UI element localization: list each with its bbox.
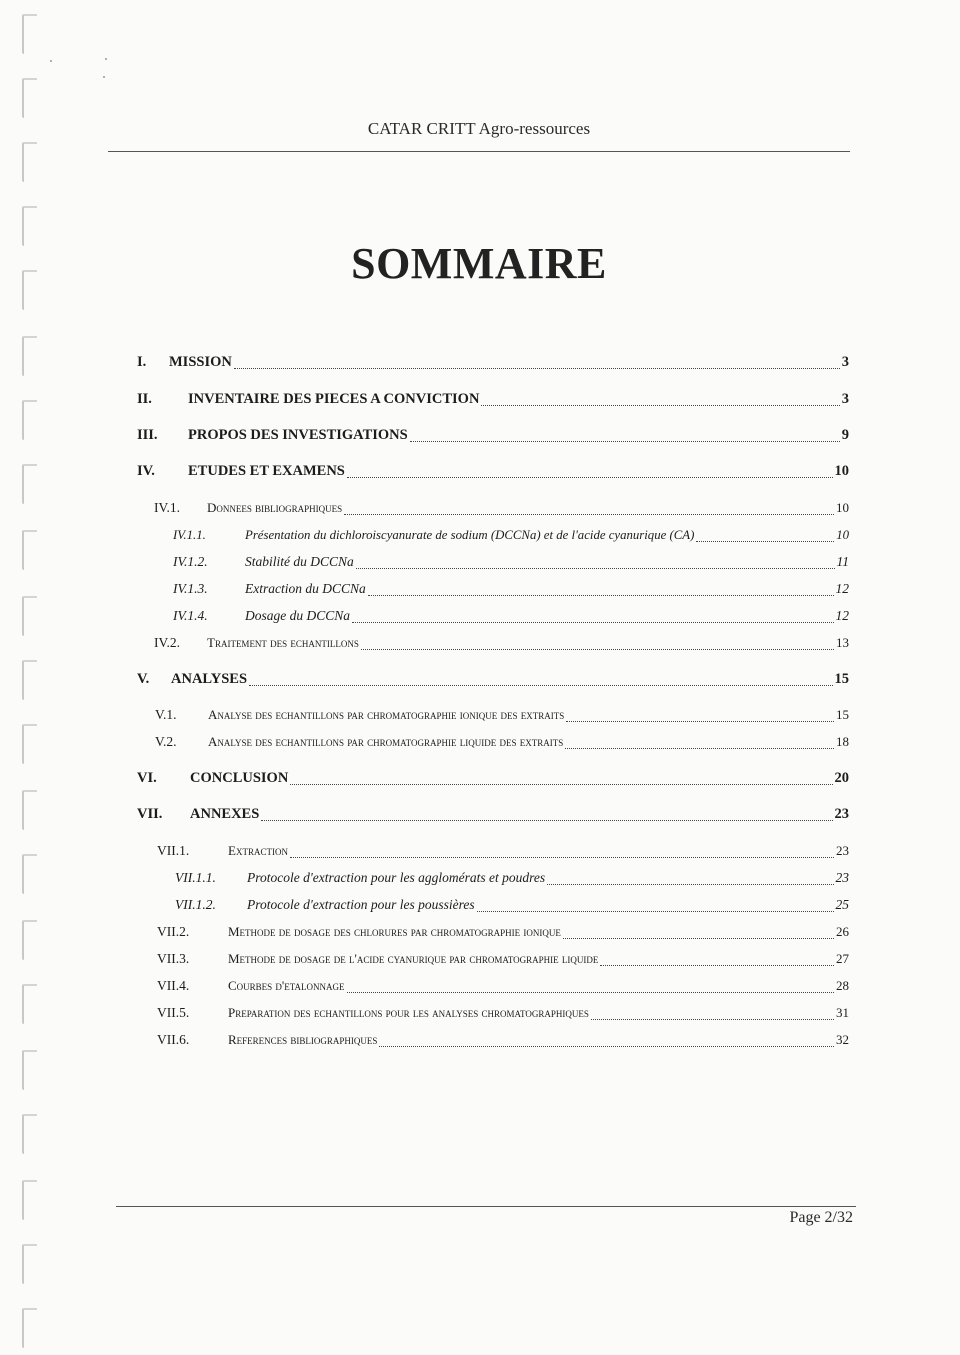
- toc-number: VII.2.: [157, 924, 190, 939]
- toc-entry-annexes[interactable]: [137, 804, 849, 824]
- toc-page: 23: [836, 843, 849, 858]
- toc-number: IV.1.: [154, 500, 181, 515]
- toc-leader: [361, 649, 834, 650]
- toc-entry-extraction-dccna[interactable]: [173, 579, 849, 599]
- toc-label: Protocole d'extraction pour les agglomérats et poudres: [247, 870, 546, 885]
- toc-entry-mission[interactable]: [137, 352, 849, 372]
- toc-entry-inventaire[interactable]: [137, 389, 849, 409]
- toc-page: 10: [836, 500, 849, 515]
- toc-label: Dosage du DCCNa: [245, 608, 351, 623]
- toc-entry-donnees[interactable]: [154, 498, 849, 518]
- toc-number: IV.1.4.: [173, 608, 208, 623]
- toc-number: VII.1.1.: [175, 870, 216, 885]
- toc-leader: [566, 721, 834, 722]
- toc-number: VII.1.: [157, 843, 190, 858]
- toc-entry-analyses[interactable]: [137, 669, 849, 689]
- toc-page: 12: [835, 608, 849, 623]
- toc-label: Methode de dosage des chlorures par chromatographie ionique: [228, 924, 561, 939]
- toc-label: Présentation du dichloroiscyanurate de sodium (DCCNa) et de l'acide cyanurique (CA): [245, 528, 695, 542]
- toc-page: 15: [834, 671, 849, 687]
- header-rule: [108, 151, 850, 152]
- toc-number: VII.6.: [157, 1032, 190, 1047]
- toc-entry-propos[interactable]: [137, 425, 849, 445]
- toc-entry-conclusion[interactable]: [137, 768, 849, 788]
- binding-edge: [22, 8, 42, 1348]
- scan-speck: [105, 58, 107, 60]
- toc-leader: [379, 1046, 834, 1047]
- toc-entry-protocole-agglomerats[interactable]: [175, 868, 849, 888]
- toc-leader: [563, 938, 834, 939]
- toc-entry-courbes[interactable]: [157, 976, 849, 996]
- toc-leader: [347, 477, 833, 478]
- toc-number: VII.3.: [157, 951, 190, 966]
- toc-entry-dosage-dccna[interactable]: [173, 606, 849, 626]
- toc-page: 27: [836, 951, 849, 966]
- toc-leader: [290, 857, 834, 858]
- toc-leader: [249, 685, 832, 686]
- toc-entry-methode-acide[interactable]: [157, 949, 849, 969]
- toc-number: IV.2.: [154, 635, 181, 650]
- toc-entry-traitement[interactable]: [154, 633, 849, 653]
- toc-entry-preparation[interactable]: [157, 1003, 849, 1023]
- page-number: Page 2/32: [789, 1209, 853, 1226]
- toc-number: VII.: [137, 806, 163, 822]
- toc-leader: [368, 595, 834, 596]
- toc-page: 10: [834, 463, 849, 479]
- toc-label: PROPOS DES INVESTIGATIONS: [188, 427, 408, 443]
- page-title: SOMMAIRE: [351, 239, 607, 288]
- toc-label: ANALYSES: [171, 671, 248, 687]
- toc-number: IV.1.3.: [173, 581, 208, 596]
- toc-label: Extraction du DCCNa: [245, 581, 366, 596]
- toc-entry-methode-chlorures[interactable]: [157, 922, 849, 942]
- toc-page: 26: [836, 924, 849, 939]
- toc-label: MISSION: [169, 354, 232, 370]
- toc-number: VI.: [137, 770, 157, 786]
- toc-number: II.: [137, 391, 152, 407]
- toc-number: VII.4.: [157, 978, 190, 993]
- toc-leader: [547, 884, 833, 885]
- toc-leader: [696, 541, 834, 542]
- toc-label: Protocole d'extraction pour les poussières: [247, 897, 475, 912]
- toc-leader: [600, 965, 834, 966]
- toc-leader: [352, 622, 833, 623]
- toc-label: Donnees bibliographiques: [207, 500, 343, 515]
- toc-entry-stabilite[interactable]: [173, 552, 849, 572]
- toc-leader: [234, 368, 840, 369]
- footer-rule: [116, 1206, 856, 1207]
- toc-number: VII.5.: [157, 1005, 190, 1020]
- toc-entry-presentation[interactable]: [173, 525, 849, 545]
- toc-page: 25: [835, 897, 849, 912]
- header-title: CATAR CRITT Agro-ressources: [367, 119, 591, 138]
- toc-number: V.: [137, 671, 150, 687]
- toc-entry-protocole-poussieres[interactable]: [175, 895, 849, 915]
- scan-speck: [50, 60, 52, 62]
- toc-entry-etudes[interactable]: [137, 461, 849, 481]
- toc-page: 10: [836, 528, 849, 542]
- toc-page: 9: [841, 427, 849, 443]
- toc-label: Traitement des echantillons: [207, 635, 359, 650]
- toc-number: IV.: [137, 463, 155, 479]
- toc-leader: [356, 568, 835, 569]
- toc-leader: [481, 405, 839, 406]
- toc-number: V.2.: [155, 734, 177, 749]
- toc-entry-extraction[interactable]: [157, 841, 849, 861]
- toc-page: 32: [836, 1032, 849, 1047]
- toc-number: IV.1.1.: [173, 528, 206, 542]
- toc-label: Courbes d'etalonnage: [228, 978, 345, 993]
- toc-page: 31: [836, 1005, 849, 1020]
- toc-number: III.: [137, 427, 158, 443]
- toc-entry-analyse-ionique[interactable]: [155, 705, 849, 725]
- toc-leader: [347, 992, 834, 993]
- toc-number: V.1.: [155, 707, 177, 722]
- toc-leader: [290, 784, 832, 785]
- toc-page: 23: [835, 870, 849, 885]
- toc-page: 11: [836, 554, 849, 569]
- toc-page: 20: [834, 770, 849, 786]
- toc-number: I.: [137, 354, 147, 370]
- toc-label: ETUDES ET EXAMENS: [188, 463, 345, 479]
- toc-leader: [591, 1019, 834, 1020]
- toc-page: 13: [836, 635, 849, 650]
- scan-speck: [103, 76, 105, 78]
- toc-label: CONCLUSION: [190, 770, 289, 786]
- toc-page: 3: [841, 354, 849, 370]
- toc-page: 3: [841, 391, 849, 407]
- toc-label: INVENTAIRE DES PIECES A CONVICTION: [188, 391, 480, 407]
- toc-number: VII.1.2.: [175, 897, 216, 912]
- toc-number: IV.1.2.: [173, 554, 208, 569]
- toc-label: Preparation des echantillons pour les analyses chromatographiques: [228, 1005, 589, 1020]
- toc-label: ANNEXES: [190, 806, 260, 822]
- toc-page: 15: [836, 707, 849, 722]
- toc-page: 18: [836, 734, 849, 749]
- toc-leader: [477, 911, 834, 912]
- toc-leader: [344, 514, 834, 515]
- toc-leader: [565, 748, 834, 749]
- toc-label: Analyse des echantillons par chromatographie liquide des extraits: [208, 734, 564, 749]
- toc-page: 28: [836, 978, 849, 993]
- toc-label: Stabilité du DCCNa: [245, 554, 354, 569]
- toc-leader: [261, 820, 832, 821]
- toc-leader: [410, 441, 840, 442]
- toc-label: Analyse des echantillons par chromatographie ionique des extraits: [208, 707, 565, 722]
- toc-label: Extraction: [228, 843, 288, 858]
- toc-page: 12: [835, 581, 849, 596]
- toc-entry-references[interactable]: [157, 1030, 849, 1050]
- toc-page: 23: [834, 806, 849, 822]
- toc-label: References bibliographiques: [228, 1032, 378, 1047]
- toc-label: Methode de dosage de l'acide cyanurique par chromatographie liquide: [228, 951, 599, 966]
- toc-entry-analyse-liquide[interactable]: [155, 732, 849, 752]
